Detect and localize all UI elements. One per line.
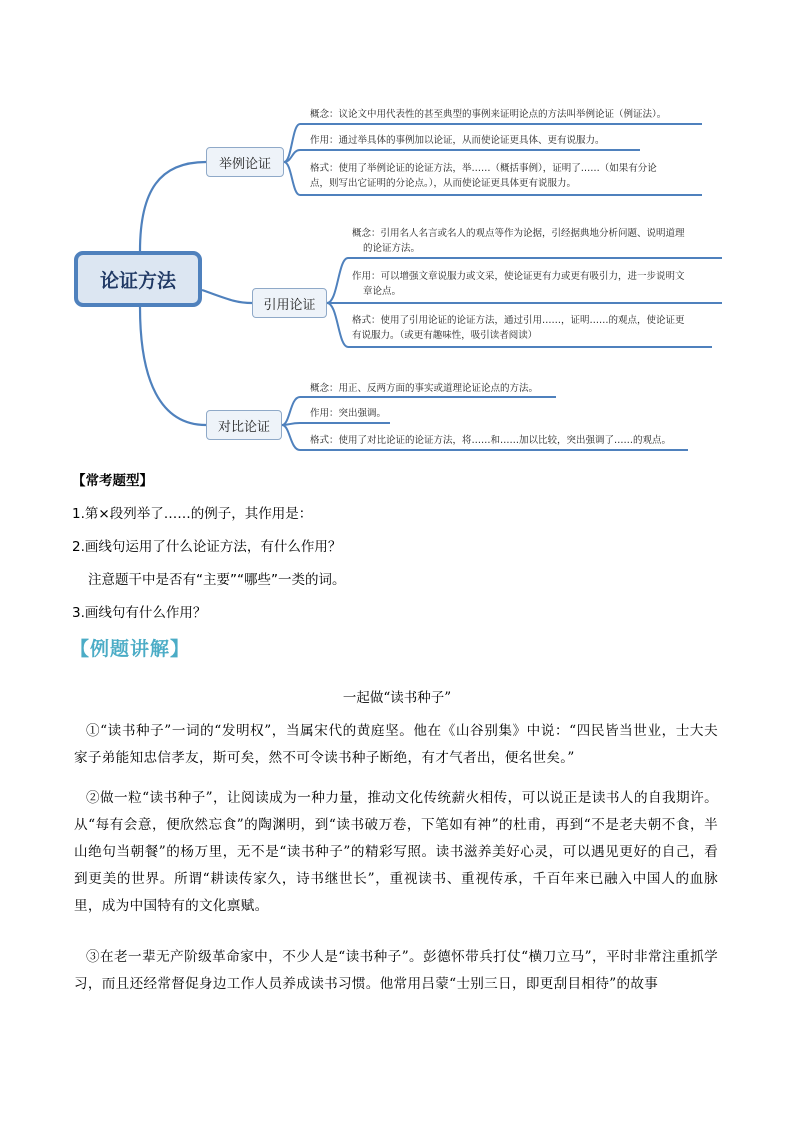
leaf-line: 格式：使用了对比论证的论证方法，将……和……加以比较，突出强调了……的观点。	[310, 435, 672, 446]
leaf-line: 点，则写出它证明的分论点。），从而使论证更具体更有说服力。	[310, 178, 577, 189]
leaf-line: 章论点。	[363, 286, 402, 297]
leaf-format	[352, 313, 685, 343]
leaf-line: 概念：议论文中用代表性的甚至典型的事例来证明论点的方法叫举例论证（例证法）。	[310, 109, 667, 120]
article-paragraph	[74, 718, 718, 772]
leaf-function	[310, 133, 605, 148]
leaf-concept	[310, 107, 666, 122]
leaf-format	[310, 161, 657, 191]
example-heading: 【例题讲解】	[70, 638, 191, 660]
question-item: 2.画线句运用了什么论证方法，有什么作用？	[72, 539, 342, 555]
article-paragraph	[74, 944, 718, 998]
paragraph-text: ②做一粒“读书种子”，让阅读成为一种力量，推动文化传统薪火相传，可以说正是读书人的自我期许。从“每有会意，便欣然忘食”的陶渊明，到“读书破万卷，下笔如有神”的杜甫，再到“不是老夫朝不食，半山绝句当朝餐”的杨万里，无不是“读书种子”的精彩写照。读书滋养美好心灵，可以遇见更好的自己，看到更美的世界。所谓“耕读传家久，诗书继世长”，重视读书、重视传承，千百年来已融入中国人的血脉里，成为中国特有的文化禀赋。	[74, 790, 718, 914]
leaf-line: 作用：突出强调。	[310, 408, 387, 419]
branch-citation-argument: 引用论证	[252, 288, 327, 318]
leaf-line: 作用：可以增强文章说服力或文采，使论证更有力或更有吸引力，进一步说明文	[352, 271, 685, 282]
leaf-line: 有说服力。（或更有趣味性，吸引读者阅读）	[352, 330, 538, 341]
question-item: 3.画线句有什么作用？	[72, 605, 207, 621]
leaf-concept	[352, 226, 685, 256]
common-types-heading: 【常考题型】	[72, 473, 153, 489]
mind-map	[0, 0, 794, 470]
branch-example-argument: 举例论证	[206, 147, 284, 177]
leaf-concept	[310, 381, 538, 396]
mind-map-root: 论证方法	[74, 251, 202, 307]
leaf-line: 格式：使用了举例论证的论证方法，举……（概括事例），证明了……（如果有分论	[310, 163, 657, 174]
leaf-line: 概念：引用名人名言或名人的观点等作为论据，引经据典地分析问题、说明道理	[352, 228, 685, 239]
branch-contrast-argument: 对比论证	[206, 410, 282, 440]
leaf-function	[352, 269, 685, 299]
leaf-function	[310, 406, 386, 421]
leaf-line: 概念：用正、反两方面的事实或道理论证论点的方法。	[310, 383, 539, 394]
article-paragraph	[74, 785, 718, 920]
paragraph-text: ①“读书种子”一词的“发明权”，当属宋代的黄庭坚。他在《山谷别集》中说：“四民皆当世业，士大夫家子弟能知忠信孝友，斯可矣，然不可令读书种子断绝，有才气者出，便名世矣。”	[74, 723, 718, 766]
paragraph-text: ③在老一辈无产阶级革命家中，不少人是“读书种子”。彭德怀带兵打仗“横刀立马”，平时非常注重抓学习，而且还经常督促身边工作人员养成读书习惯。他常用吕蒙“士别三日，即更刮目相待”的故事	[74, 949, 718, 992]
leaf-line: 作用：通过举具体的事例加以论证，从而使论证更具体、更有说服力。	[310, 135, 605, 146]
leaf-format	[310, 433, 671, 448]
leaf-line: 的论证方法。	[363, 243, 421, 254]
question-item: 1.第×段列举了……的例子，其作用是：	[72, 506, 313, 522]
article-title: 一起做“读书种子”	[342, 690, 452, 706]
leaf-line: 格式：使用了引用论证的论证方法，通过引用……，证明……的观点，使论证更	[352, 315, 685, 326]
question-note: 注意题干中是否有“主要”“哪些”一类的词。	[88, 572, 346, 588]
